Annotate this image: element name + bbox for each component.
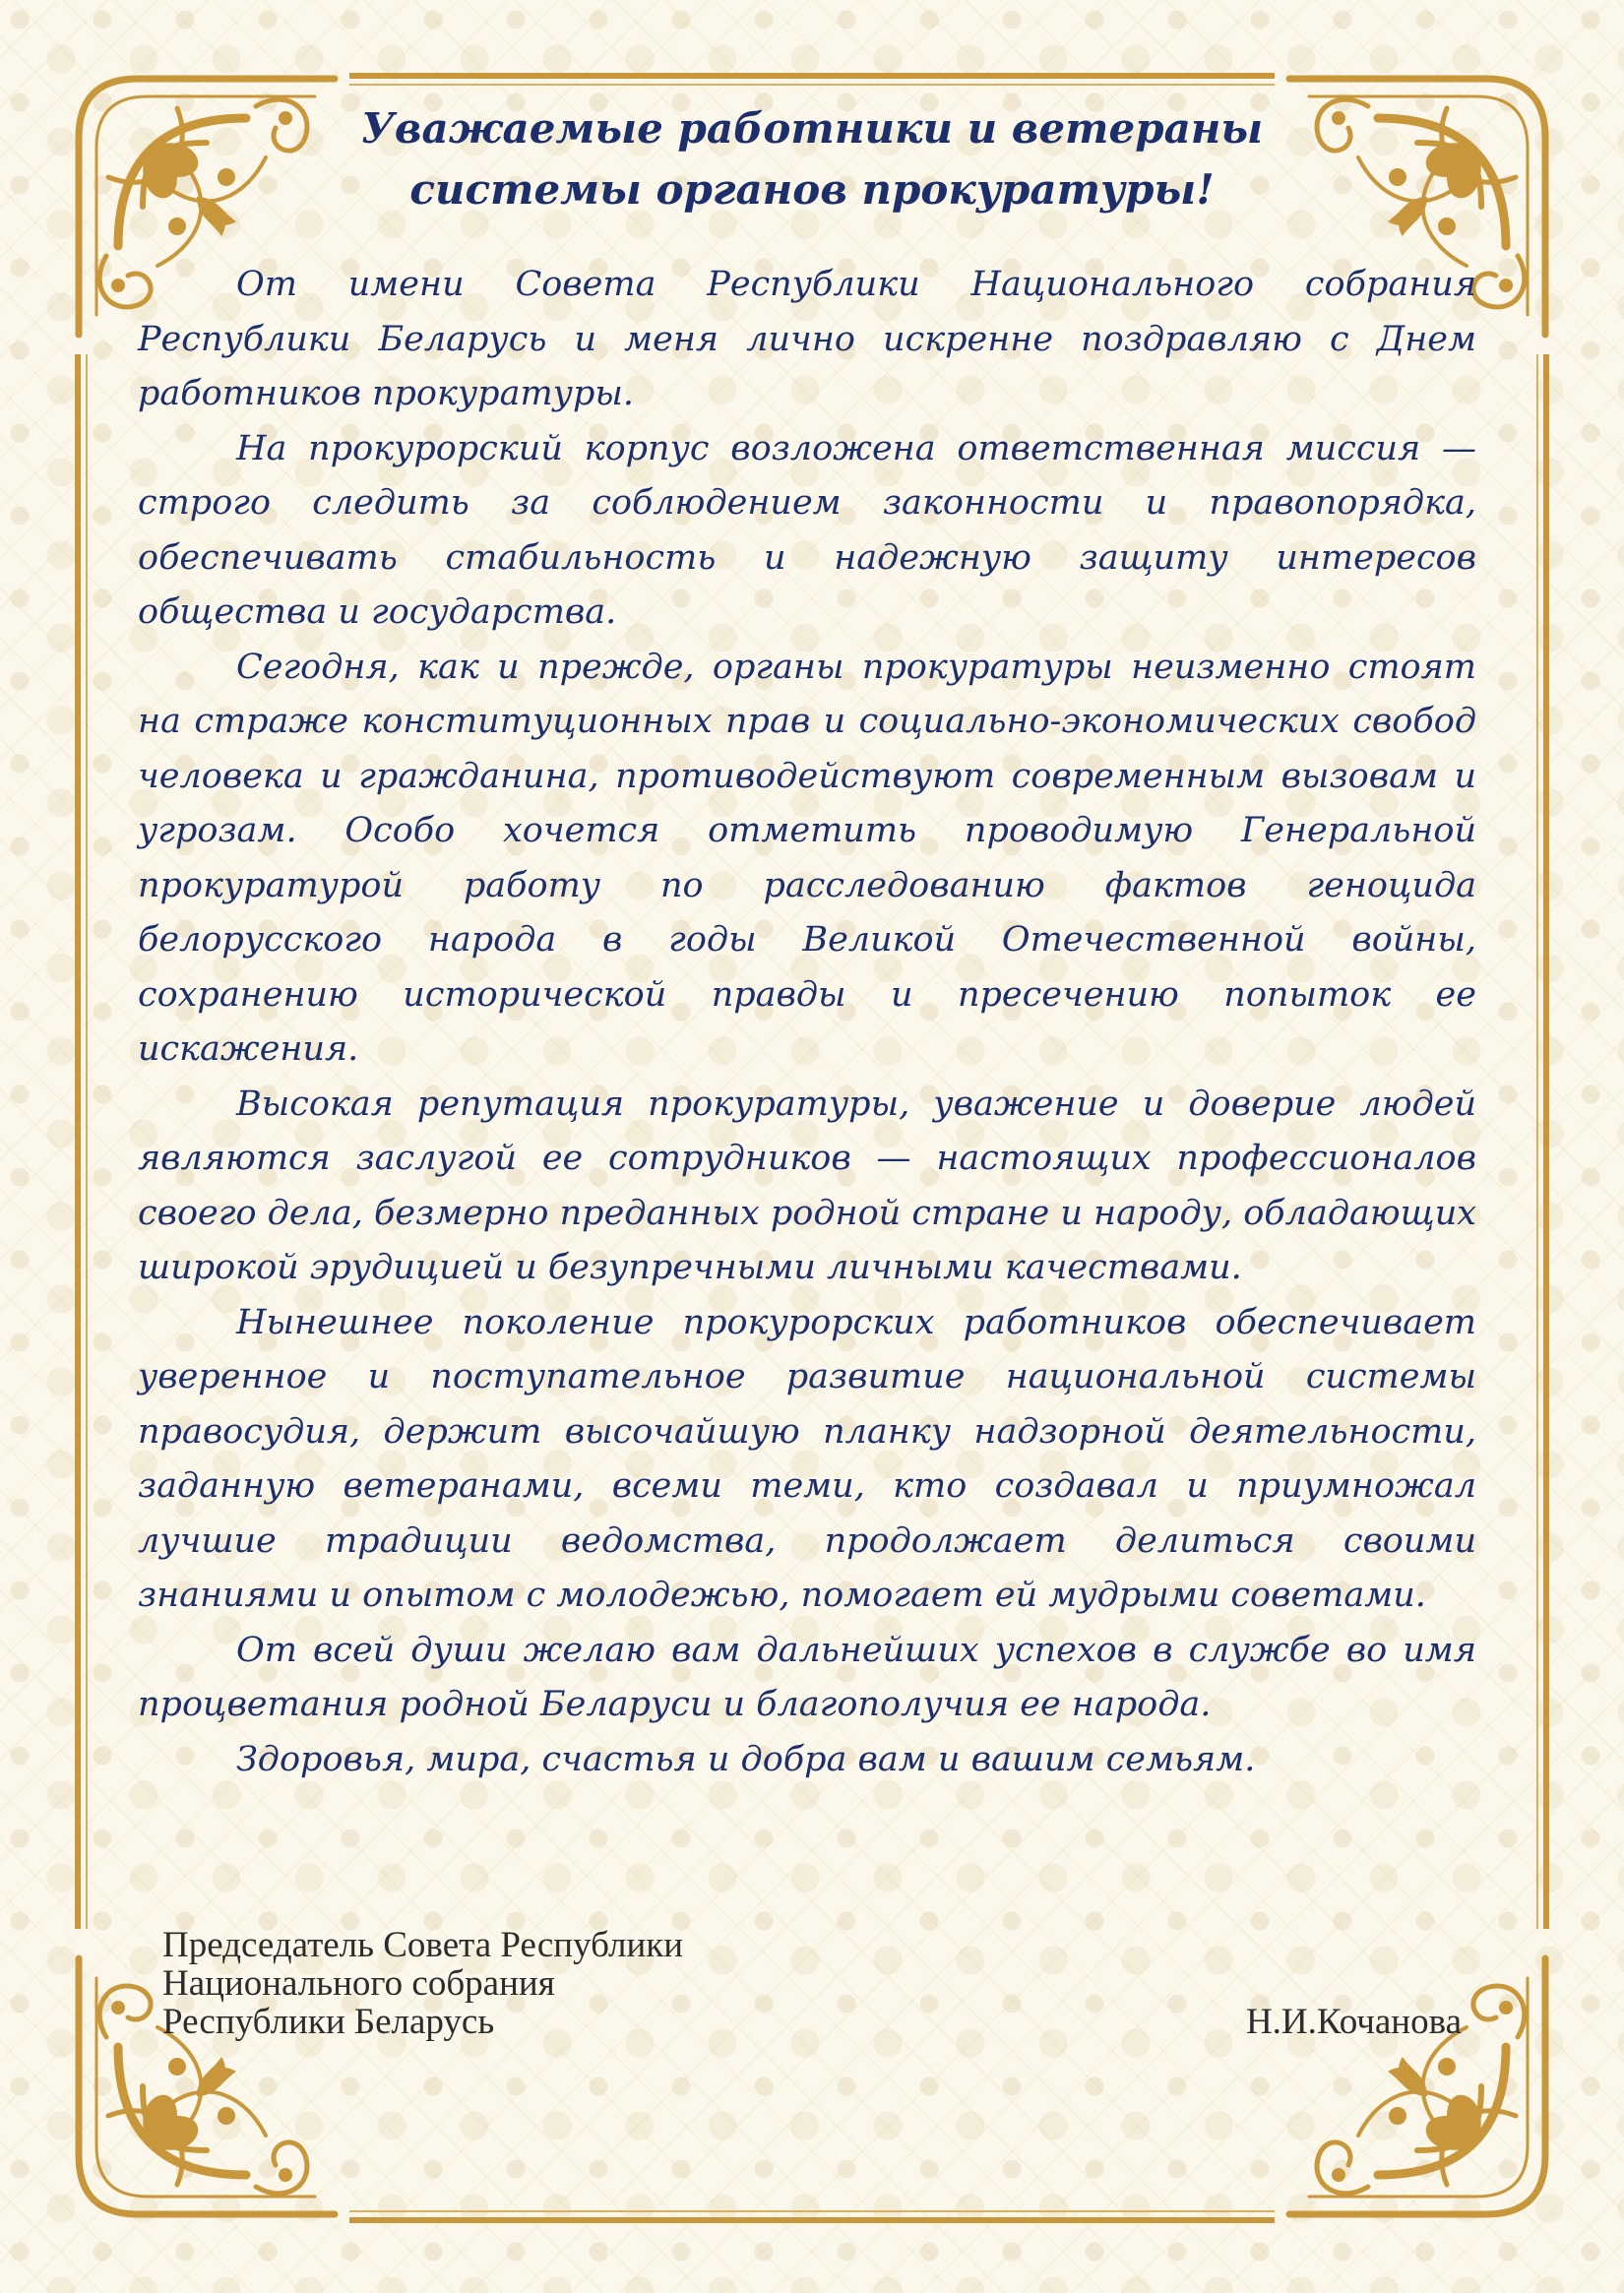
letter-paragraph-3: Сегодня, как и прежде, органы прокуратуры неизменно стоят на страже конституционных прав и социально-экономических свобод человека и гражданина, противодействуют современным вызовам и угрозам. Особо хочется отметить проводимую Генеральной прокуратурой работу по расследованию фактов геноцида белорусского народа в годы Великой Отечественной войны, сохранению исторической правды и пресечению попыток ее искажения. — [138, 647, 1476, 1069]
signer-position-line-2: Национального собрания — [162, 1963, 555, 2004]
frame-border-left — [75, 354, 81, 1929]
letter-paragraph-4: Высокая репутация прокуратуры, уважение и доверие людей являются заслугой ее сотрудников — настоящих профессионалов своего дела, безмерно преданных родной стране и народу, обладающих широкой эрудицией и безупречными личными качествами. — [138, 1084, 1476, 1287]
title-line-2: системы органов прокуратуры! — [409, 165, 1215, 214]
frame-border-top — [349, 73, 1275, 79]
letter-body — [138, 258, 1476, 1787]
signature-block — [162, 1926, 1462, 2041]
letter-paragraph-7: Здоровья, мира, счастья и добра вам и вашим семьям. — [236, 1739, 1256, 1779]
letter-paragraph-2: На прокурорский корпус возложена ответственная миссия — строго следить за соблюдением законности и правопорядка, обеспечивать стабильность и надежную защиту интересов общества и государства. — [138, 428, 1476, 632]
frame-border-bottom — [349, 2217, 1275, 2223]
letter-title — [295, 98, 1329, 220]
letter-paragraph-5: Нынешнее поколение прокурорских работников обеспечивает уверенное и поступательное развитие национальной системы правосудия, держит высочайшую планку надзорной деятельности, заданную ветеранами, всеми теми, кто создавал и приумножал лучшие традиции ведомства, продолжает делиться своими знаниями и опытом с молодежью, помогает ей мудрыми советами. — [138, 1302, 1476, 1615]
letter-paragraph-1: От имени Совета Республики Национального собрания Республики Беларусь и меня лично искренне поздравляю с Днем работников прокуратуры. — [138, 265, 1476, 413]
signer-name: Н.И.Кочанова — [1245, 2002, 1462, 2042]
letter-paragraph-6: От всей души желаю вам дальнейших успехов в службе во имя процветания родной Беларуси и благополучия ее народа. — [138, 1630, 1476, 1724]
signer-position-line-1: Председатель Совета Республики — [162, 1925, 684, 1965]
title-line-1: Уважаемые работники и ветераны — [360, 104, 1264, 153]
signer-position-line-3: Республики Беларусь — [162, 2002, 495, 2042]
frame-border-right — [1543, 354, 1549, 1929]
